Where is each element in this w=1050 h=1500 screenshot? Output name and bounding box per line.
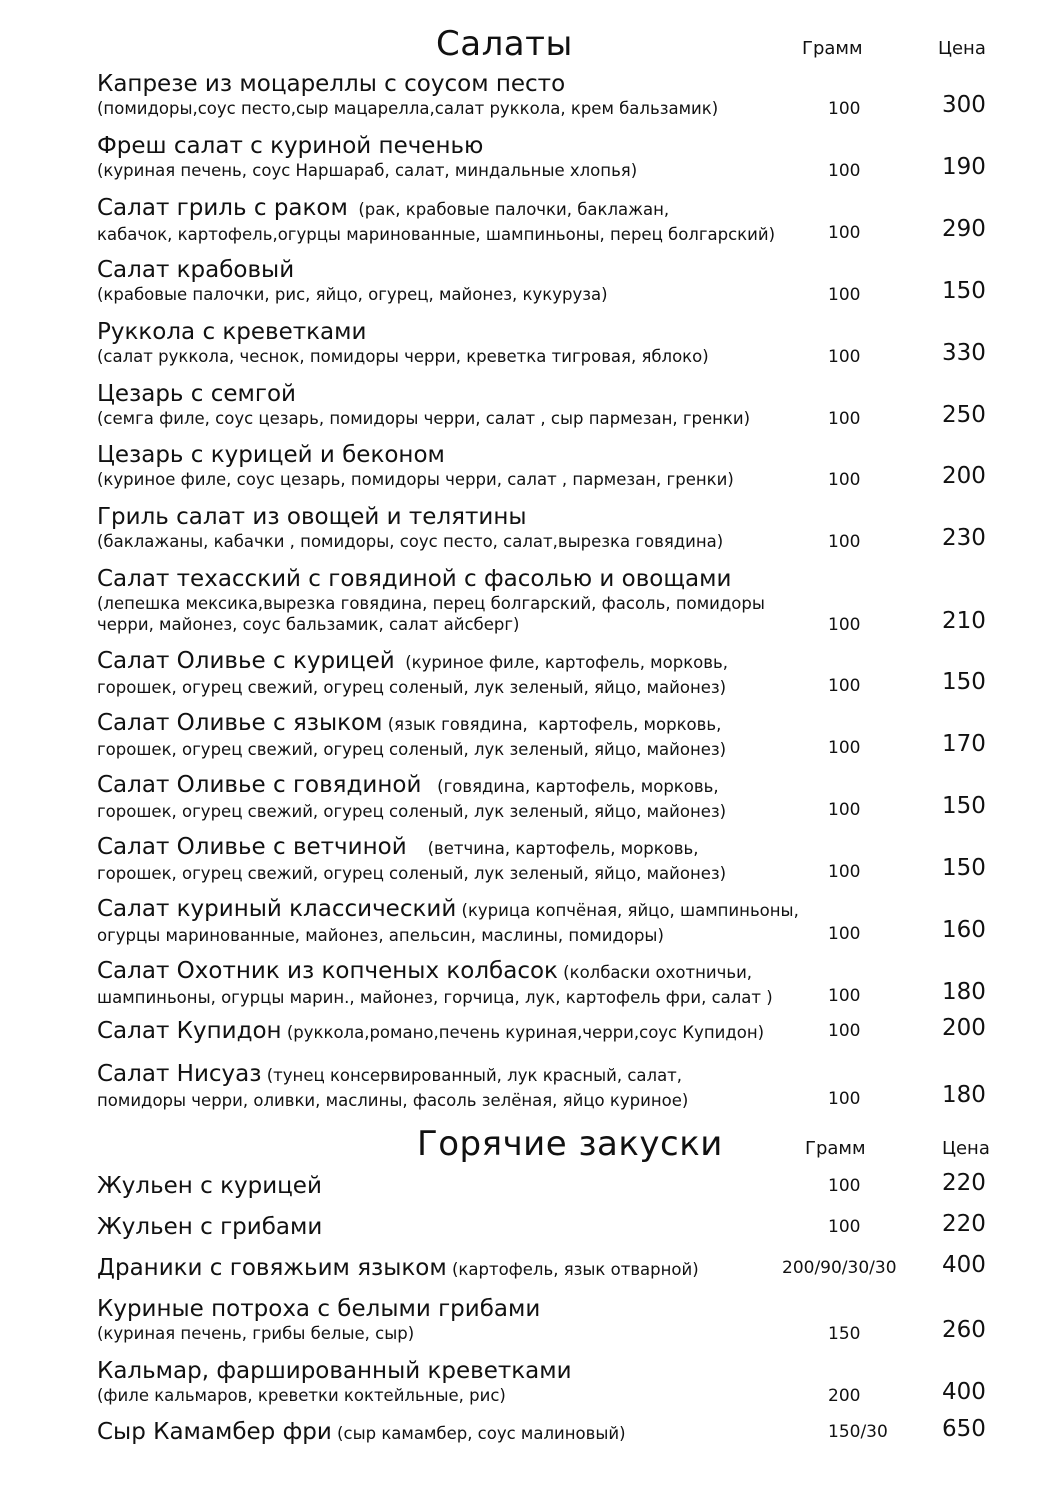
dish-weight: 100 <box>828 676 861 696</box>
dish-description: (крабовые палочки, рис, яйцо, огурец, майонез, кукуруза) <box>97 285 608 304</box>
dish-description: (помидоры,соус песто,сыр мацарелла,салат руккола, крем бальзамик) <box>97 99 719 118</box>
dish-name-line <box>97 1060 827 1090</box>
dish-price: 150 <box>942 855 986 881</box>
dish-description-inline: (язык говядина, картофель, морковь, <box>382 715 722 734</box>
dish-description-inline: (руккола,романо,печень куриная,черри,соус Купидон) <box>281 1023 765 1042</box>
dish-name-line <box>97 1295 827 1323</box>
menu-item-text <box>97 318 827 367</box>
dish-price: 220 <box>942 1170 986 1196</box>
dish-weight: 100 <box>828 470 861 490</box>
dish-description-inline: (куриное филе, картофель, морковь, <box>394 653 728 672</box>
dish-name-line <box>97 194 827 224</box>
dish-name-line <box>97 70 827 98</box>
menu-item <box>97 957 997 1008</box>
menu-item <box>97 895 997 946</box>
dish-price: 200 <box>942 463 986 489</box>
dish-weight: 100 <box>828 862 861 882</box>
menu-item-text <box>97 771 827 822</box>
menu-item-text <box>97 709 827 760</box>
menu-item <box>97 1295 997 1344</box>
dish-weight: 100 <box>828 409 861 429</box>
menu-item-text <box>97 441 827 490</box>
dish-name-line <box>97 1213 827 1241</box>
dish-name: Сыр Камамбер фри <box>97 1419 332 1445</box>
dish-name-line <box>97 565 827 593</box>
dish-description-inline: (колбаски охотничьи, <box>557 963 753 982</box>
dish-weight: 100 <box>828 99 861 119</box>
menu-item <box>97 833 997 884</box>
menu-item-text <box>97 647 827 698</box>
menu-item-text <box>97 194 827 245</box>
dish-price: 200 <box>942 1015 986 1041</box>
dish-description-inline: (рак, крабовые палочки, баклажан, <box>347 200 670 219</box>
dish-name-line <box>97 503 827 531</box>
dish-name: Салат Оливье с говядиной <box>97 772 422 798</box>
dish-name: Жульен с курицей <box>97 1173 322 1199</box>
dish-name: Драники с говяжьим языком <box>97 1255 447 1281</box>
dish-name: Цезарь с курицей и беконом <box>97 442 445 468</box>
dish-description: горошек, огурец свежий, огурец соленый, лук зеленый, яйцо, майонез) <box>97 678 727 697</box>
dish-name: Салат крабовый <box>97 257 295 283</box>
dish-price: 400 <box>942 1252 986 1278</box>
dish-name-line <box>97 132 827 160</box>
menu-item <box>97 1172 997 1200</box>
dish-name: Салат гриль с раком <box>97 195 348 221</box>
dish-name: Цезарь с семгой <box>97 381 297 407</box>
dish-name-line <box>97 318 827 346</box>
dish-name-line <box>97 1418 827 1448</box>
dish-description: (баклажаны, кабачки , помидоры, соус песто, салат,вырезка говядина) <box>97 532 724 551</box>
dish-name-line <box>97 647 827 677</box>
dish-name-line <box>97 895 827 925</box>
menu-item <box>97 503 997 552</box>
column-price-label: Цена <box>938 38 986 59</box>
dish-description-inline: (курица копчёная, яйцо, шампиньоны, <box>456 901 799 920</box>
menu-item-text <box>97 565 827 635</box>
dish-name: Жульен с грибами <box>97 1214 323 1240</box>
menu-item-text <box>97 895 827 946</box>
menu-item-text <box>97 1295 827 1344</box>
dish-price: 220 <box>942 1211 986 1237</box>
dish-description: горошек, огурец свежий, огурец соленый, лук зеленый, яйцо, майонез) <box>97 802 727 821</box>
dish-description-inline: (говядина, картофель, морковь, <box>421 777 719 796</box>
dish-description: (филе кальмаров, креветки коктейльные, рис) <box>97 1386 506 1405</box>
dish-price: 330 <box>942 340 986 366</box>
menu-item-text <box>97 1254 827 1284</box>
dish-weight: 100 <box>828 924 861 944</box>
column-gram-label: Грамм <box>805 1138 866 1159</box>
dish-description: шампиньоны, огурцы марин., майонез, горчица, лук, картофель фри, салат ) <box>97 988 773 1007</box>
dish-name: Куриные потроха с белыми грибами <box>97 1296 541 1322</box>
menu-item <box>97 1213 997 1241</box>
dish-name-line <box>97 1017 827 1047</box>
dish-price: 150 <box>942 669 986 695</box>
dish-weight: 100 <box>828 1021 861 1041</box>
dish-name: Фреш салат с куриной печенью <box>97 133 484 159</box>
dish-weight: 200 <box>828 1386 861 1406</box>
salads-header <box>0 24 1050 72</box>
dish-name-line <box>97 256 827 284</box>
dish-price: 150 <box>942 278 986 304</box>
menu-item-text <box>97 132 827 181</box>
dish-name: Руккола с креветками <box>97 319 367 345</box>
dish-name-line <box>97 833 827 863</box>
dish-description: помидоры черри, оливки, маслины, фасоль зелёная, яйцо куриное) <box>97 1091 689 1110</box>
menu-item <box>97 194 997 245</box>
dish-name: Кальмар, фаршированный креветками <box>97 1358 572 1384</box>
dish-name: Салат Нисуаз <box>97 1061 262 1087</box>
dish-price: 650 <box>942 1416 986 1442</box>
dish-weight: 100 <box>828 1089 861 1109</box>
column-price-label: Цена <box>942 1138 990 1159</box>
menu-item-text <box>97 1357 827 1406</box>
dish-weight: 100 <box>828 986 861 1006</box>
dish-description-inline: (сыр камамбер, соус малиновый) <box>331 1424 626 1443</box>
dish-weight: 100 <box>828 615 861 635</box>
menu-item-text <box>97 1017 827 1047</box>
dish-weight: 150 <box>828 1324 861 1344</box>
menu-item <box>97 256 997 305</box>
dish-description-inline: (картофель, язык отварной) <box>446 1260 699 1279</box>
dish-name-line <box>97 709 827 739</box>
dish-weight: 100 <box>828 285 861 305</box>
dish-name: Салат Купидон <box>97 1018 282 1044</box>
dish-price: 170 <box>942 731 986 757</box>
menu-item <box>97 565 997 635</box>
dish-weight: 100 <box>828 223 861 243</box>
dish-weight: 100 <box>828 738 861 758</box>
dish-name: Салат Оливье с языком <box>97 710 383 736</box>
dish-name: Салат куриный классический <box>97 896 457 922</box>
dish-name-line <box>97 771 827 801</box>
menu-item <box>97 1357 997 1406</box>
menu-item <box>97 771 997 822</box>
menu-item <box>97 647 997 698</box>
dish-price: 230 <box>942 525 986 551</box>
menu-item-text <box>97 1418 827 1448</box>
dish-weight: 100 <box>828 161 861 181</box>
dish-name-line <box>97 380 827 408</box>
menu-item-text <box>97 503 827 552</box>
dish-name-line <box>97 441 827 469</box>
dish-name: Салат Оливье с курицей <box>97 648 395 674</box>
dish-price: 210 <box>942 608 986 634</box>
dish-name-line <box>97 1172 827 1200</box>
section-title: Салаты <box>436 24 573 64</box>
dish-description-inline: (тунец консервированный, лук красный, салат, <box>261 1066 683 1085</box>
dish-price: 150 <box>942 793 986 819</box>
dish-description-inline: (ветчина, картофель, морковь, <box>406 839 699 858</box>
dish-description: огурцы маринованные, майонез, апельсин, маслины, помидоры) <box>97 926 664 945</box>
dish-weight: 100 <box>828 800 861 820</box>
dish-description: (куриное филе, соус цезарь, помидоры черри, салат , пармезан, гренки) <box>97 470 734 489</box>
dish-weight: 100 <box>828 1217 861 1237</box>
menu-item <box>97 70 997 119</box>
dish-description: (куриная печень, соус Наршараб, салат, миндальные хлопья) <box>97 161 638 180</box>
dish-price: 250 <box>942 402 986 428</box>
column-gram-label: Грамм <box>802 38 863 59</box>
dish-description: горошек, огурец свежий, огурец соленый, лук зеленый, яйцо, майонез) <box>97 740 727 759</box>
dish-name: Гриль салат из овощей и телятины <box>97 504 527 530</box>
section-title: Горячие закуски <box>417 1124 723 1164</box>
dish-price: 290 <box>942 216 986 242</box>
dish-weight: 100 <box>828 1176 861 1196</box>
dish-description: (салат руккола, чеснок, помидоры черри, креветка тигровая, яблоко) <box>97 347 709 366</box>
menu-item <box>97 441 997 490</box>
menu-item <box>97 1017 997 1047</box>
dish-name: Салат техасский с говядиной с фасолью и овощами <box>97 566 732 592</box>
dish-weight: 100 <box>828 532 861 552</box>
menu-item-text <box>97 1213 827 1241</box>
menu-item <box>97 132 997 181</box>
menu-item-text <box>97 256 827 305</box>
dish-price: 160 <box>942 917 986 943</box>
dish-name: Капрезе из моцареллы с соусом песто <box>97 71 566 97</box>
dish-description: черри, майонез, соус бальзамик, салат айсберг) <box>97 615 520 634</box>
dish-name: Салат Оливье с ветчиной <box>97 834 407 860</box>
hot-appetizers-header <box>0 1124 1050 1172</box>
menu-item-text <box>97 833 827 884</box>
dish-name-line <box>97 1254 827 1284</box>
dish-price: 190 <box>942 154 986 180</box>
dish-name-line <box>97 1357 827 1385</box>
menu-item-text <box>97 1060 827 1111</box>
dish-name-line <box>97 957 827 987</box>
menu-item-text <box>97 380 827 429</box>
dish-name: Салат Охотник из копченых колбасок <box>97 958 558 984</box>
dish-description: (лепешка мексика,вырезка говядина, перец болгарский, фасоль, помидоры <box>97 594 765 613</box>
dish-weight: 200/90/30/30 <box>782 1258 897 1278</box>
menu-item <box>97 709 997 760</box>
dish-description: кабачок, картофель,огурцы маринованные, шампиньоны, перец болгарский) <box>97 225 776 244</box>
dish-price: 180 <box>942 1082 986 1108</box>
dish-description: (куриная печень, грибы белые, сыр) <box>97 1324 415 1343</box>
dish-description: горошек, огурец свежий, огурец соленый, лук зеленый, яйцо, майонез) <box>97 864 727 883</box>
dish-price: 300 <box>942 92 986 118</box>
dish-weight: 150/30 <box>828 1422 888 1442</box>
menu-item <box>97 380 997 429</box>
dish-description: (семга филе, соус цезарь, помидоры черри, салат , сыр пармезан, гренки) <box>97 409 751 428</box>
menu-item <box>97 318 997 367</box>
menu-item-text <box>97 957 827 1008</box>
menu-item-text <box>97 70 827 119</box>
dish-weight: 100 <box>828 347 861 367</box>
menu-item <box>97 1060 997 1111</box>
menu-item-text <box>97 1172 827 1200</box>
dish-price: 260 <box>942 1317 986 1343</box>
dish-price: 180 <box>942 979 986 1005</box>
dish-price: 400 <box>942 1379 986 1405</box>
